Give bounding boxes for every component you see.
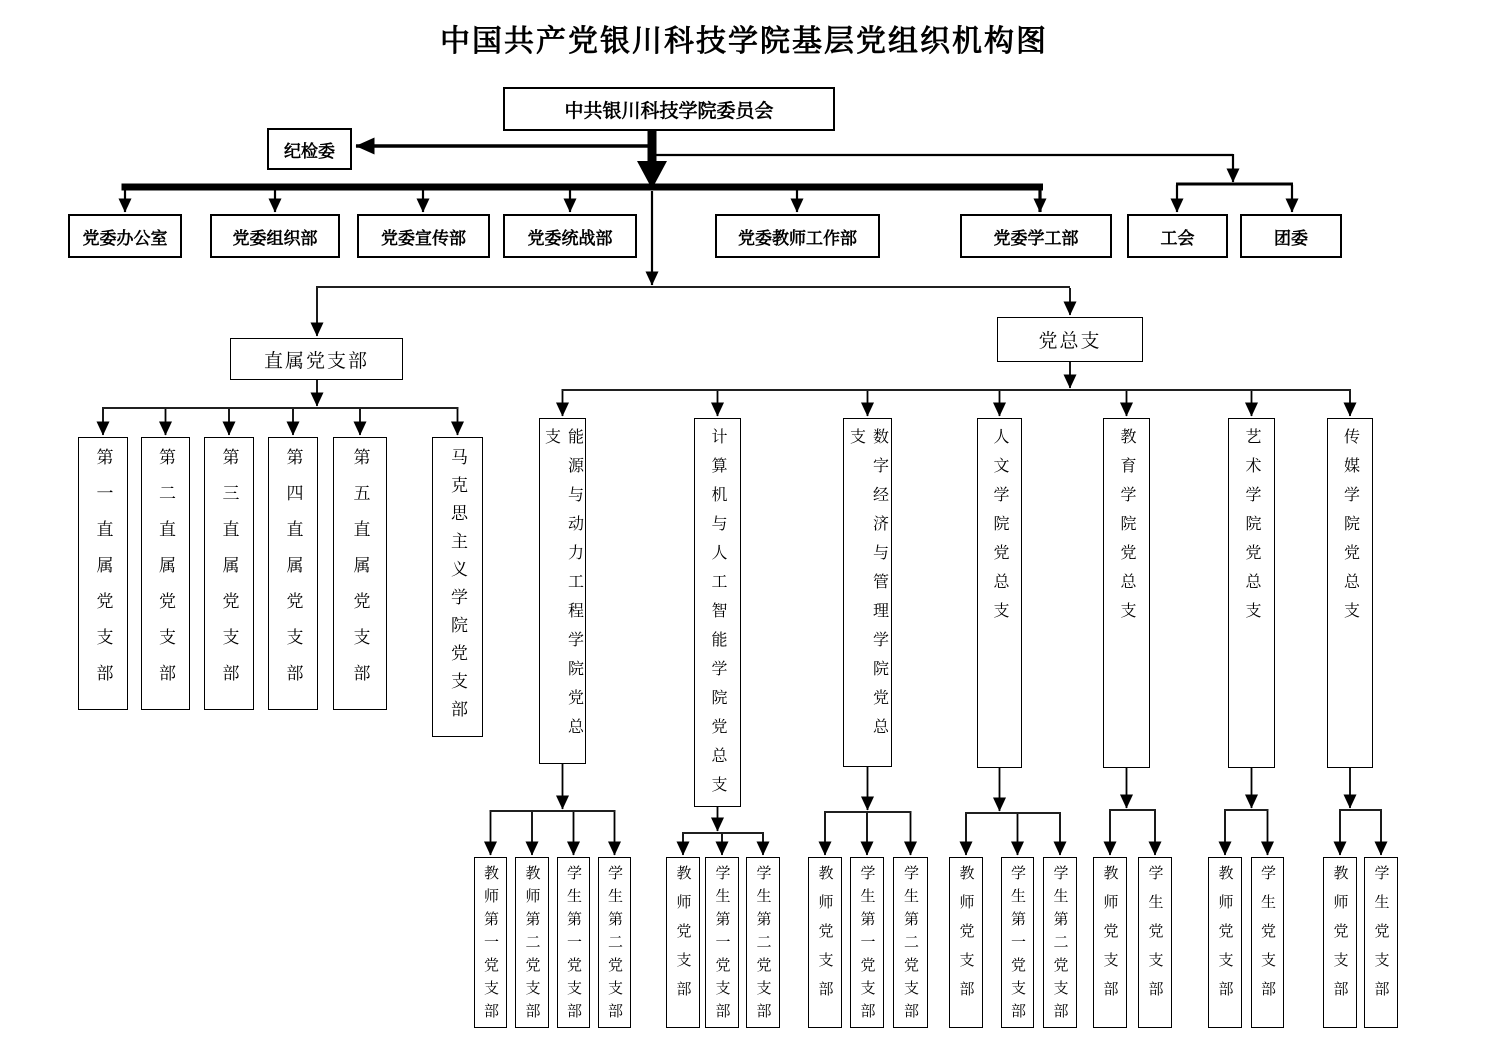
node-student-affairs-dept: 党委学工部: [960, 214, 1112, 258]
node-education-college: 教育学院党总支: [1103, 418, 1150, 768]
node-youth-league: 团委: [1240, 214, 1342, 258]
node-direct-branch-1: 第一直属党支部: [78, 437, 128, 710]
node-digital-teacher-branch: 教师党支部: [808, 857, 842, 1028]
node-direct-branch-3: 第三直属党支部: [204, 437, 254, 710]
node-arts-student-branch: 学生党支部: [1251, 857, 1284, 1028]
node-energy-college: 能源与动力工程学院党总支: [539, 418, 586, 764]
chart-title: 中国共产党银川科技学院基层党组织机构图: [440, 25, 1048, 58]
node-media-teacher-branch: 教师党支部: [1323, 857, 1357, 1028]
node-direct-branch-4: 第四直属党支部: [268, 437, 318, 710]
node-party-committee: 中共银川科技学院委员会: [503, 87, 835, 131]
node-media-student-branch: 学生党支部: [1364, 857, 1398, 1028]
node-computer-student-branch-2: 学生第二党支部: [746, 857, 780, 1028]
node-education-teacher-branch: 教师党支部: [1093, 857, 1127, 1028]
node-arts-college: 艺术学院党总支: [1228, 418, 1275, 768]
node-energy-teacher-branch-2: 教师第二党支部: [515, 857, 549, 1028]
node-united-front-dept: 党委统战部: [503, 214, 637, 258]
node-arts-teacher-branch: 教师党支部: [1208, 857, 1242, 1028]
node-humanities-college: 人文学院党总支: [977, 418, 1022, 768]
node-computer-teacher-branch: 教师党支部: [666, 857, 700, 1028]
node-digital-economy-college: 数字经济与管理学院党总支: [843, 418, 892, 767]
node-energy-student-branch-2: 学生第二党支部: [598, 857, 631, 1028]
node-computer-student-branch-1: 学生第一党支部: [705, 857, 739, 1028]
node-discipline-inspection-committee: 纪检委: [267, 128, 352, 170]
node-labor-union: 工会: [1127, 214, 1228, 258]
node-education-student-branch: 学生党支部: [1138, 857, 1172, 1028]
node-organization-dept: 党委组织部: [210, 214, 340, 258]
node-direct-branch-2: 第二直属党支部: [141, 437, 190, 710]
node-energy-teacher-branch-1: 教师第一党支部: [474, 857, 507, 1028]
node-party-committee-office: 党委办公室: [68, 214, 182, 258]
node-computer-ai-college: 计算机与人工智能学院党总支: [694, 418, 741, 807]
node-marxism-college-branch: 马克思主义学院党支部: [432, 437, 483, 737]
node-energy-student-branch-1: 学生第一党支部: [557, 857, 590, 1028]
node-media-college: 传媒学院党总支: [1327, 418, 1373, 768]
node-direct-branches-header: 直属党支部: [230, 338, 403, 380]
node-digital-student-branch-2: 学生第二党支部: [893, 857, 928, 1028]
node-teacher-affairs-dept: 党委教师工作部: [715, 214, 880, 258]
node-humanities-student-branch-1: 学生第一党支部: [1001, 857, 1034, 1028]
node-propaganda-dept: 党委宣传部: [357, 214, 490, 258]
node-direct-branch-5: 第五直属党支部: [333, 437, 387, 710]
node-humanities-student-branch-2: 学生第二党支部: [1043, 857, 1077, 1028]
node-general-branches-header: 党总支: [997, 317, 1143, 362]
node-digital-student-branch-1: 学生第一党支部: [850, 857, 884, 1028]
node-humanities-teacher-branch: 教师党支部: [949, 857, 983, 1028]
